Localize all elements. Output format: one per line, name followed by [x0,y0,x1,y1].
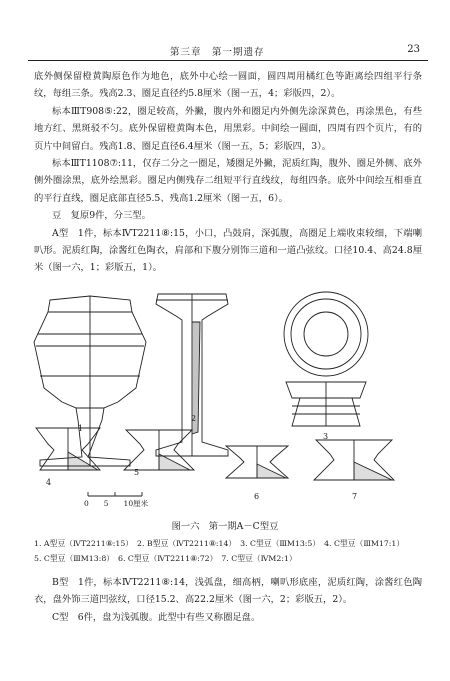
figure-label-5: 5 [134,468,140,477]
paragraph: 标本ⅢT908⑤:22，圈足较高，外撇，腹内外和圈足内外侧先涂深黄色，再涂黑色，有些地方红、黑斑驳不匀。底外保留橙黄陶本色，用黑彩。中间绘一圆面，四周有四个页片，有的页片中间留白。残高1.8、圈足直径6.4厘米（图一五，5；彩版四，3）。 [34,105,422,152]
figure-label-6: 6 [254,492,260,501]
pottery-drawings [30,282,420,510]
paragraph: 豆 复原9件，分三型。 [52,210,151,222]
caption-line-2: 5. C型豆（ⅢM13:8） 6. C型豆（ⅣT2211⑧:72） 7. C型豆（ⅣM2:1） [34,554,297,563]
paragraph: B型 1件，标本ⅣT2211⑧:14，浅弧盘，细高柄，喇叭形底座，泥质红陶，涂酱红色陶衣，盘外饰三道凹弦纹，口径15.2、高22.2厘米（图一六，2；彩版五，2）。 [34,577,422,606]
figure-label-3: 3 [323,432,329,441]
scale-bar [88,492,142,496]
vessel-3-drawing [284,292,368,426]
chapter-title: 第三章 第一期遗存 [170,47,265,58]
figure-label-4: 4 [46,478,52,487]
vessel-7-drawing [314,440,394,480]
figure-label-2: 2 [191,414,197,423]
vessel-6-drawing [226,446,288,478]
caption-line-1: 1. A型豆（ⅣT2211⑧:15） 2. B型豆（ⅣT2211⑧:14） 3. C型豆（ⅢM13:5） 4. C型豆（ⅢM17:1） [34,539,405,548]
figure-label-1: 1 [78,424,84,433]
caption-title: 图一六 第一期A－C型豆 [171,521,279,532]
header-rule [28,60,428,61]
vessel-1-drawing [34,296,146,466]
paragraph: 底外侧保留橙黄陶原色作为地色，底外中心绘一圆面，圆四周用橘红色等距离绘四组平行条纹，每组三条。残高2.3、圈足直径约5.8厘米（图一五，4；彩版四，2）。 [34,71,422,100]
page-number: 23 [407,44,420,55]
pottery-figure [30,282,420,510]
paragraph: 标本ⅢT1108⑦:11，仅存二分之一圈足，矮圈足外撇，泥质红陶，腹外、圈足外侧、底外侧外圈涂黑，底外绘黑彩。圈足内侧残存二组短平行直线纹，每组四条。底外中间绘互相垂直的平行直线，圈足底部直径5.5、残高1.2厘米（图一五，6）。 [34,158,422,204]
figure-label-7: 7 [352,492,358,501]
vessel-5-drawing [124,430,194,470]
scale-label: 0 5 10厘米 [84,499,149,508]
body-text-bottom [34,574,422,626]
vessel-2-drawing [156,294,228,456]
paragraph: C型 6件，盘为浅弧腹。此型中有些又称圈足盘。 [52,611,261,623]
paragraph: A型 1件，标本ⅣT2211⑧:15，小口，凸鼓肩，深弧腹，高圈足上端收束较细，下端喇叭形。泥质红陶，涂酱红色陶衣，肩部和下腹分别饰三道和一道凸弦纹。口径10.4、高24.8厘米（图一六，1；彩版五，1）。 [34,227,422,274]
body-text-top [34,68,422,277]
